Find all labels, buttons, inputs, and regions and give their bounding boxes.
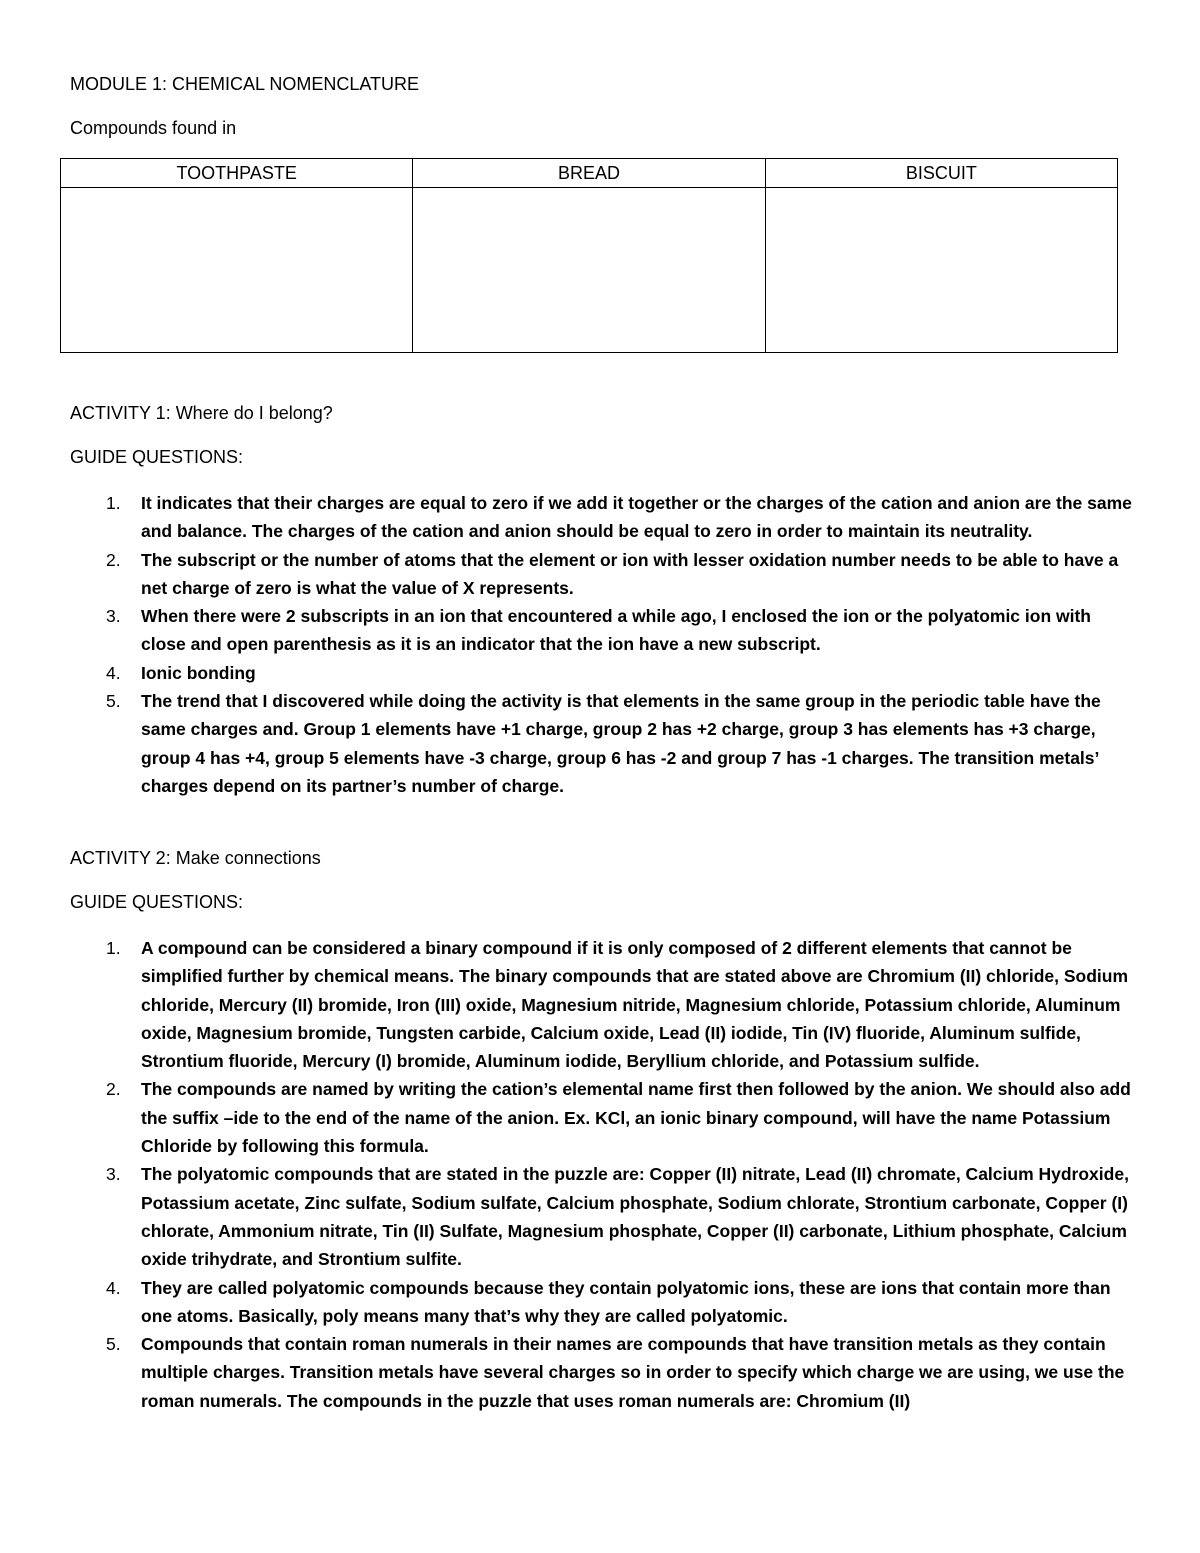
activity2-title: ACTIVITY 2: Make connections (70, 848, 321, 868)
item-text: A compound can be considered a binary compound if it is only composed of 2 different elements that cannot be simplified further by chemical means. The binary compounds that are stated above are Chromium (II) chloride, Sodium chloride, Mercury (II) bromide, Iron (III) oxide, Magnesium nitride, Magnesium chloride, Potassium chloride, Aluminum oxide, Magnesium bromide, Tungsten carbide, Calcium oxide, Lead (II) iodide, Tin (IV) fluoride, Aluminum sulfide, Strontium fluoride, Mercury (I) bromide, Aluminum iodide, Beryllium chloride, and Potassium sulfide. (141, 938, 1129, 1072)
item-number: 3. (106, 1164, 121, 1185)
item-text: The compounds are named by writing the cation’s elemental name first then followed by the anion. We should also add the suffix –ide to the end of the name of the anion. Ex. KCl, an ionic binary compound, will have the name Potassium Chloride by following this formula. (141, 1079, 1131, 1157)
item-number: 2. (106, 549, 121, 570)
compounds-label: Compounds found in (70, 118, 237, 138)
list-item (0, 489, 1200, 546)
list-item (0, 1160, 1200, 1273)
item-text: Compounds that contain roman numerals in their names are compounds that have transition metals as they contain multiple charges. Transition metals have several charges so in order to specify which charge we are using, we use the roman numerals. The compounds in the puzzle that uses roman numerals are: Chromium (II) (141, 1334, 1125, 1411)
page-title: MODULE 1: CHEMICAL NOMENCLATURE (70, 74, 420, 94)
header-toothpaste: TOOTHPASTE (61, 159, 413, 188)
compounds-table (60, 158, 1118, 353)
item-text: The subscript or the number of atoms that the element or ion with lesser oxidation number needs to be able to have a net charge of zero is what the value of X represents. (141, 549, 1119, 598)
list-item (0, 934, 1200, 1075)
activity1-answers (0, 489, 1200, 800)
activity1-title: ACTIVITY 1: Where do I belong? (70, 403, 333, 423)
header-biscuit: BISCUIT (765, 159, 1117, 188)
table-header-row (61, 159, 1118, 188)
item-text: Ionic bonding (141, 662, 256, 683)
list-item (0, 1330, 1200, 1415)
list-item (0, 1075, 1200, 1160)
item-text: The trend that I discovered while doing the activity is that elements in the same group in the periodic table have the same charges and. Group 1 elements have +1 charge, group 2 has +2 charge, group 3 has elements has +3 charge, group 4 has +4, group 5 elements have -3 charge, group 6 has -2 and group 7 has -1 charges. The transition metals’ charges depend on its partner’s number of charge. (141, 691, 1101, 796)
activity2-answers (0, 934, 1200, 1415)
biscuit-cell (765, 188, 1117, 353)
item-number: 4. (106, 662, 121, 683)
table-row (61, 188, 1118, 353)
activity2-guide-label: GUIDE QUESTIONS: (70, 892, 244, 912)
item-number: 1. (106, 493, 121, 513)
bread-cell (413, 188, 765, 353)
item-number: 3. (106, 606, 121, 627)
list-item (0, 546, 1200, 603)
item-number: 4. (106, 1277, 121, 1298)
item-number: 5. (106, 1334, 121, 1355)
activity1-guide-label: GUIDE QUESTIONS: (70, 447, 244, 467)
item-number: 5. (106, 691, 121, 712)
item-text: They are called polyatomic compounds because they contain polyatomic ions, these are ions that contain more than one atoms. Basically, poly means many that’s why they are called polyatomic. (141, 1277, 1111, 1326)
toothpaste-cell (61, 188, 413, 353)
list-item (0, 659, 1200, 687)
item-text: It indicates that their charges are equal to zero if we add it together or the charges of the cation and anion are the same and balance. The charges of the cation and anion should be equal to zero in order to maintain its neutrality. (141, 493, 1132, 542)
list-item (0, 602, 1200, 659)
item-number: 1. (106, 938, 121, 958)
item-text: The polyatomic compounds that are stated in the puzzle are: Copper (II) nitrate, Lead (II) chromate, Calcium Hydroxide, Potassium acetate, Zinc sulfate, Sodium sulfate, Calcium phosphate, Sodium chlorate, Strontium carbonate, Copper (I) chlorate, Ammonium nitrate, Tin (II) Sulfate, Magnesium phosphate, Copper (II) carbonate, Lithium phosphate, Calcium oxide trihydrate, and Strontium sulfite. (141, 1164, 1129, 1270)
list-item (0, 1274, 1200, 1331)
header-bread: BREAD (413, 159, 765, 188)
item-number: 2. (106, 1079, 121, 1100)
list-item (0, 687, 1200, 800)
item-text: When there were 2 subscripts in an ion that encountered a while ago, I enclosed the ion or the polyatomic ion with close and open parenthesis as it is an indicator that the ion have a new subscript. (141, 606, 1091, 655)
